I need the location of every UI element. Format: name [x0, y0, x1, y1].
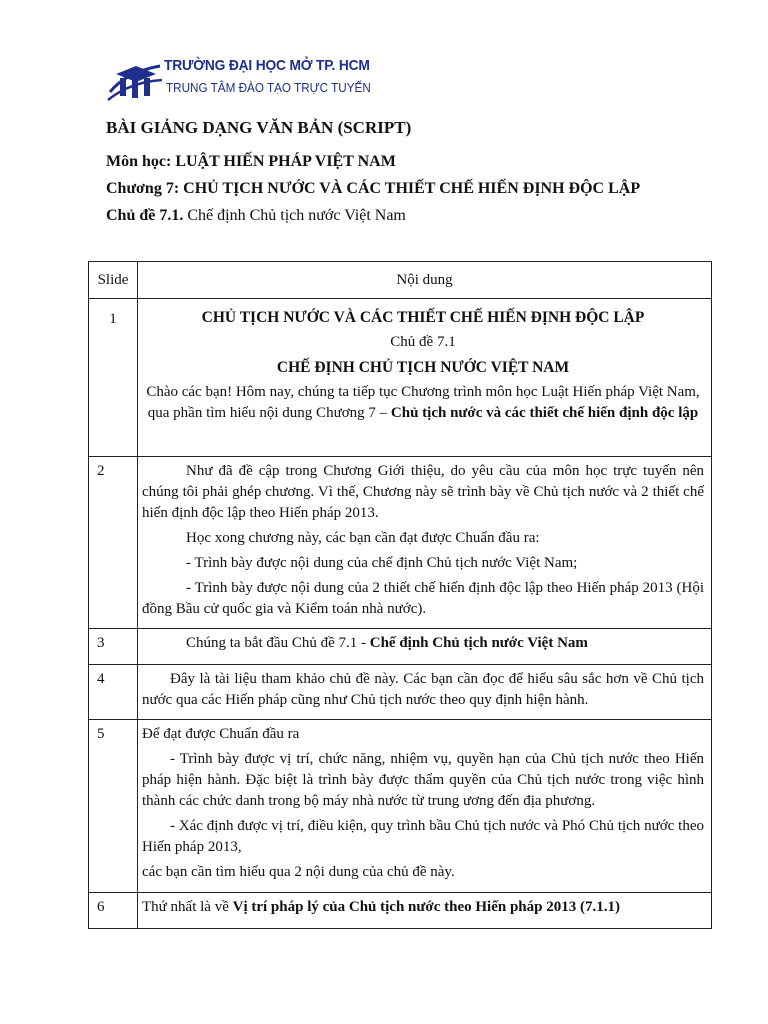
row-paragraph: - Xác định được vị trí, điều kiện, quy trình bầu Chủ tịch nước và Phó Chủ tịch nước theo Hiến pháp 2013, — [142, 818, 704, 855]
topic-value: Chế định Chủ tịch nước Việt Nam — [187, 207, 406, 224]
table-row — [89, 457, 712, 629]
header-slide: Slide — [89, 262, 138, 299]
row-paragraph: Học xong chương này, các bạn cần đạt được Chuẩn đầu ra: — [186, 530, 540, 546]
logo-center-name: TRUNG TÂM ĐÀO TẠO TRỰC TUYẾN — [166, 80, 371, 95]
row-paragraph: - Trình bày được vị trí, chức năng, nhiệm vụ, quyền hạn của Chủ tịch nước theo Hiến pháp hiện hành. Đặc biệt là trình bày được thẩm quyền của Chủ tịch nước trong việc hình thành các chức danh trong bộ máy nhà nước từ trung ương đến địa phương. — [142, 751, 704, 809]
row-heading: CHẾ ĐỊNH CHỦ TỊCH NƯỚC VIỆT NAM — [276, 359, 570, 376]
slide-content — [138, 457, 712, 629]
row-title: CHỦ TỊCH NƯỚC VÀ CÁC THIẾT CHẾ HIẾN ĐỊNH ĐỘC LẬP — [201, 309, 645, 326]
logo-emblem-icon — [106, 52, 164, 108]
slide-number: 5 — [89, 720, 138, 893]
slide-content — [138, 629, 712, 665]
header-content: Nội dung — [138, 262, 712, 299]
table-row — [89, 299, 712, 457]
table-row — [89, 629, 712, 665]
row-paragraph: - Trình bày được nội dung của 2 thiết chế hiến định độc lập theo Hiến pháp 2013 (Hội đồng Bầu cử quốc gia và Kiểm toán nhà nước). — [142, 580, 704, 617]
row-subtitle: Chủ đề 7.1 — [390, 334, 456, 350]
subject-value: LUẬT HIẾN PHÁP VIỆT NAM — [175, 153, 396, 170]
row-paragraph: Đây là tài liệu tham khảo chủ đề này. Các bạn cần đọc để hiểu sâu sắc hơn về Chủ tịch nước qua các Hiến pháp cũng như Chủ tịch nước theo quy định hiện hành. — [142, 671, 704, 708]
slide-number: 6 — [89, 893, 138, 929]
intro-bold-text: Chủ tịch nước và các thiết chế hiến định độc lập — [390, 405, 699, 421]
row-paragraph: Như đã đề cập trong Chương Giới thiệu, do yêu cầu của môn học trực tuyến nên chúng tôi phải ghép chương. Vì thế, Chương này sẽ trình bày về Chủ tịch nước và 2 thiết chế hiến định độc lập theo Hiến pháp 2013. — [142, 463, 704, 521]
row-text: Chúng ta bắt đầu Chủ đề 7.1 - — [186, 635, 366, 651]
topic-line — [106, 207, 406, 225]
row-intro — [142, 382, 704, 424]
slide-number: 3 — [89, 629, 138, 665]
university-logo — [106, 52, 371, 108]
topic-label: Chủ đề 7.1. — [106, 207, 184, 224]
chapter-label: Chương 7: — [106, 180, 180, 197]
table-header-row — [89, 262, 712, 299]
script-table — [88, 261, 712, 929]
row-text: Thứ nhất là về — [142, 899, 229, 915]
subject-label: Môn học: — [106, 153, 172, 170]
slide-number: 1 — [89, 299, 138, 457]
table-row — [89, 665, 712, 720]
row-paragraph: các bạn cần tìm hiểu qua 2 nội dung của chủ đề này. — [142, 864, 455, 880]
slide-content — [138, 299, 712, 457]
row-paragraph — [142, 633, 704, 654]
table-row — [89, 720, 712, 893]
slide-number: 4 — [89, 665, 138, 720]
row-bold-text: Chế định Chủ tịch nước Việt Nam — [369, 635, 588, 651]
row-bold-text: Vị trí pháp lý của Chủ tịch nước theo Hiến pháp 2013 (7.1.1) — [232, 899, 620, 915]
slide-content — [138, 665, 712, 720]
chapter-line — [106, 180, 640, 198]
row-paragraph: Để đạt được Chuẩn đầu ra — [142, 726, 300, 742]
chapter-value: CHỦ TỊCH NƯỚC VÀ CÁC THIẾT CHẾ HIẾN ĐỊNH ĐỘC LẬP — [183, 180, 641, 197]
document-title: BÀI GIẢNG DẠNG VĂN BẢN (SCRIPT) — [106, 118, 412, 137]
intro-text: Chào các bạn! Hôm nay, chúng ta tiếp tục Chương trình môn học Luật Hiến pháp Việt Nam, qua phần tìm hiểu nội dung Chương 7 – — [146, 384, 700, 421]
table-row — [89, 893, 712, 929]
slide-content — [138, 893, 712, 929]
row-paragraph — [142, 897, 704, 918]
logo-university-name: TRƯỜNG ĐẠI HỌC MỞ TP. HCM — [164, 57, 370, 74]
slide-content — [138, 720, 712, 893]
row-paragraph: - Trình bày được nội dung của chế định Chủ tịch nước Việt Nam; — [186, 555, 578, 571]
subject-line — [106, 153, 396, 171]
slide-number: 2 — [89, 457, 138, 629]
